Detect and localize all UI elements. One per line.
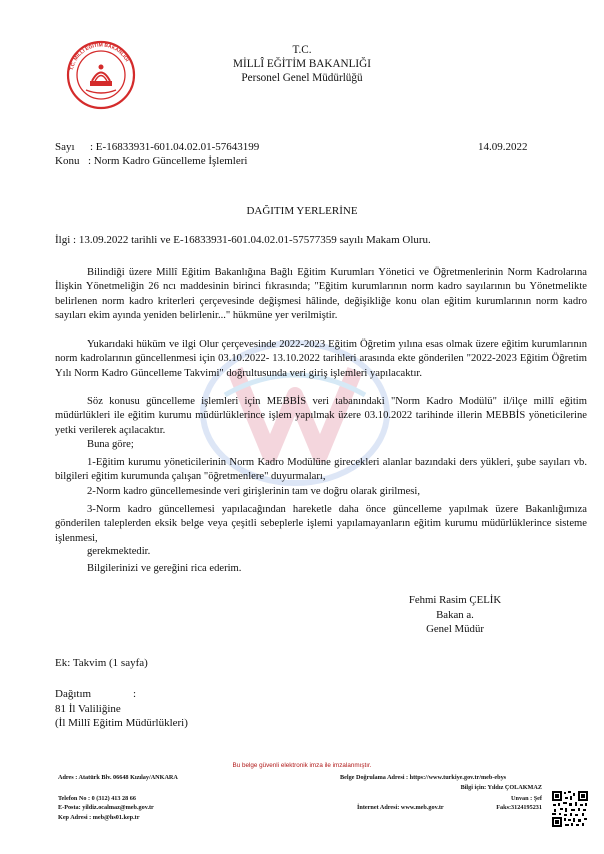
distribution-colon: : — [133, 688, 137, 700]
sayi-label: Sayı — [55, 141, 75, 153]
paragraph-text: 2-Norm kadro güncellemesinde veri girişlerinin tam ve doğru olarak girilmesi, — [87, 486, 421, 497]
paragraph-text: Yukarıdaki hüküm ve ilgi Olur çerçevesinde 2022-2023 Eğitim Öğretim yılına esas olmak üzere eğitim kurumlarının norm kadrolarının güncellenmesi için 03.10.2022- 13.10.2022 tarihleri arasında ekte gönderilen "2022-2023 Eğitim Öğretim Yılı Norm Kadro Güncelleme Takvimi" doğrultusunda veri giriş işlemleri yapılacaktır. — [55, 339, 587, 379]
ilgi-line: İlgi : 13.09.2022 tarihli ve E-16833931-601.04.02.01-57577359 sayılı Makam Oluru. — [55, 234, 431, 246]
body-list-item-2 — [55, 485, 587, 499]
footer-verification: Belge Doğrulama Adresi : https://www.turkiye.gov.tr/meb-ebys — [340, 774, 507, 781]
paragraph-text: 3-Norm kadro güncellemesi yapılacağından hareketle daha önce güncelleme yapılmak üzere Bakanlığımıza gönderilen taleplerden eksik belge veya çeşitli sebeplerle işlemi yapılamayanların eğitim kurumu müdürlüklerince sisteme işlenmesi, — [55, 504, 587, 544]
body-closing — [55, 562, 587, 576]
body-paragraph-2 — [55, 338, 587, 381]
footer-web: İnternet Adresi: www.meb.gov.tr — [357, 804, 444, 811]
sayi-value: : E-16833931-601.04.02.01-57643199 — [90, 141, 260, 153]
qr-code — [551, 790, 589, 828]
paragraph-text: 1-Eğitim kurumu yöneticilerinin Norm Kadro Modülüne girecekleri alanlar bazındaki ders yükleri, şube sayıları vb. bilgileri eğitim kurumunda çalışan "öğretmenlere" duyurmaları, — [55, 457, 587, 483]
distribution-line-1: 81 İl Valiliğine — [55, 703, 121, 715]
paragraph-text: gerekmektedir. — [87, 546, 151, 557]
body-list-item-1 — [55, 456, 587, 485]
paragraph-text: Buna göre; — [87, 439, 134, 450]
signer-proxy: Bakan a. — [436, 608, 474, 621]
footer-email: E-Posta: yildiz.ocalmaz@meb.gov.tr — [58, 804, 154, 811]
body-list-item-3 — [55, 503, 587, 546]
header-tc: T.C. — [292, 44, 312, 56]
body-paragraph-4 — [55, 438, 587, 452]
body-paragraph-3 — [55, 395, 587, 438]
signer-title: Genel Müdür — [426, 623, 484, 635]
attachment-line: Ek: Takvim (1 sayfa) — [55, 657, 148, 669]
header-ministry: MİLLÎ EĞİTİM BAKANLIĞI — [233, 58, 371, 70]
signer-name: Fehmi Rasim ÇELİK — [408, 594, 502, 606]
konu-value: : Norm Kadro Güncelleme İşlemleri — [88, 155, 248, 167]
footer-fax: Faks:3124195231 — [496, 804, 542, 811]
signature-block — [400, 593, 510, 637]
body-paragraph-8 — [55, 545, 587, 559]
footer-title: Unvan : Şef — [511, 795, 542, 802]
distribution-line-2: (İl Millî Eğitim Müdürlükleri) — [55, 717, 188, 729]
footer-kep: Kep Adresi : meb@hs01.kep.tr — [58, 814, 140, 821]
svg-text:T.C. MİLLÎ EĞİTİM BAKANLIĞI: T.C. MİLLÎ EĞİTİM BAKANLIĞI — [68, 42, 130, 71]
paragraph-text: Bilgilerinizi ve gereğini rica ederim. — [87, 563, 242, 574]
footer-contact: Bilgi için: Yıldız ÇOLAKMAZ — [460, 784, 542, 791]
footer-address: Adres : Atatürk Blv. 06648 Kızılay/ANKARA — [58, 774, 178, 781]
konu-label: Konu — [55, 155, 80, 167]
document-title: DAĞITIM YERLERİNE — [246, 205, 358, 217]
esignature-notice: Bu belge güvenli elektronik imza ile imzalanmıştır. — [232, 762, 372, 769]
document-date: 14.09.2022 — [478, 141, 528, 153]
paragraph-text: Bilindiği üzere Millî Eğitim Bakanlığına Bağlı Eğitim Kurumları Yönetici ve Öğretmenlerinin Norm Kadrolarına İlişkin Yönetmeliğin 26 ncı maddesinin birinci fıkrasında; "Eğitim kurumlarının norm kadro sayılarının bu Yönetmelikte belirlenen norm kadro kriterleri çerçevesinde değişmesi hâlinde, değişikliğe konu olan eğitim kurumlarının norm kadro sayıları ekim ayında yeniden belirlenir..." hükmüne yer verilmiştir. — [55, 267, 587, 321]
footer-phone: Telefon No : 0 (312) 413 28 66 — [58, 795, 136, 802]
distribution-label: Dağıtım — [55, 688, 92, 700]
body-paragraph-1 — [55, 266, 587, 323]
paragraph-text: Söz konusu güncelleme işlemleri için MEBBİS veri tabanındaki "Norm Kadro Modülü" il/ilçe millî eğitim müdürlükleri ile eğitim kurumu müdürlüklerince işlem yapılmak üzere 03.10.2022 tarihinde illerin MEBBİS yöneticilerine yetki verilerek açılacaktır. — [55, 396, 587, 436]
header-department: Personel Genel Müdürlüğü — [241, 72, 363, 84]
